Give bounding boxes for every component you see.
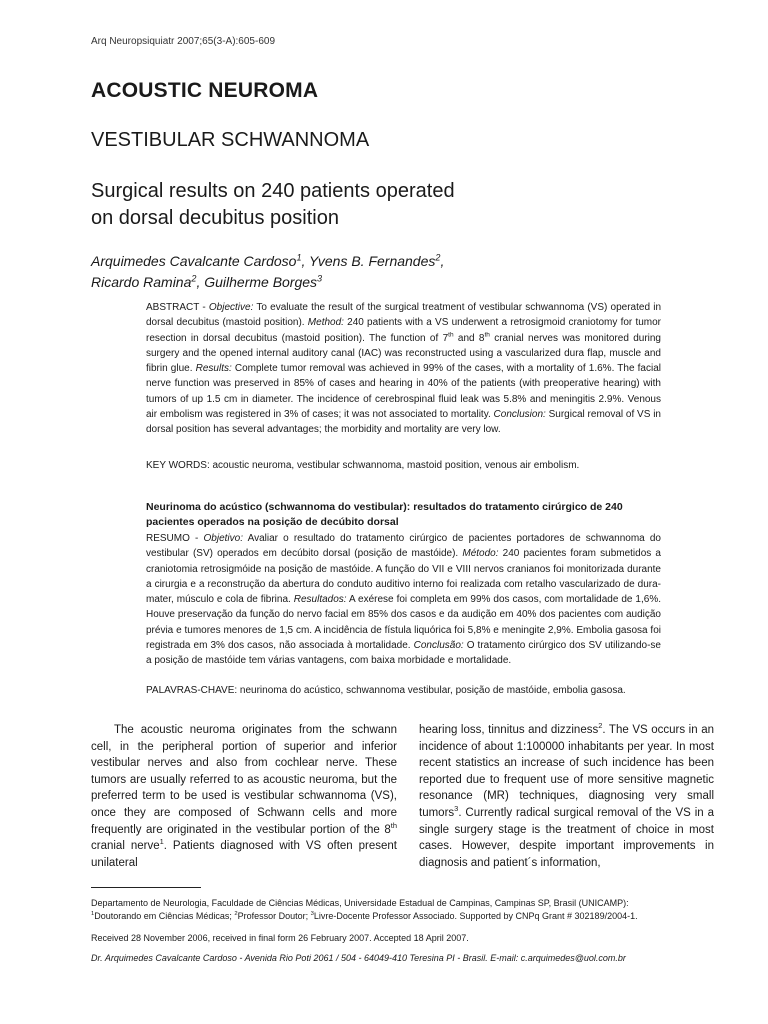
footnote-mark: 1 (91, 911, 95, 917)
metodo-label: Método: (462, 548, 499, 560)
body-text: The acoustic neuroma originates from the schwann cell, in the peripheral portion of superior and inferior vestibular nerves and also from cochlear nerve. These tumors are usually referred to as acoustic neuroma, but the preferred term to be used is vestibular schwannoma (VS), once they are composed of Schwann cells and more frequently are originated in the vestibular portion of the 8 (91, 724, 397, 836)
author-affiliation-mark: 2 (191, 273, 197, 284)
body-text: . The VS occurs in an incidence of about 1:100000 inhabitants per year. In most recent statistics an increase of such incidence has been reported due to frequent use of more sensitive magnetic resonance (MR) techniques, diagnosing very small tumors (419, 724, 714, 819)
affiliation-text: Departamento de Neurologia, Faculdade de Ciências Médicas, Universidade Estadual de Campinas, Campinas SP, Brasil (UNICAMP): (91, 898, 629, 908)
footnote-text: Professor Doutor; (237, 911, 311, 921)
objective-label: Objective: (208, 302, 254, 313)
citation-mark: 1 (159, 837, 164, 847)
metodo-text: 240 pacientes foram submetidos a craniotomia retrosigmóide na posição de mastóide. A função do VII e VIII nervos cranianos foi monitorizada durante a cirurgia e a reconstrução da abertura do conduto auditivo interno foi realizada com retalho vascularizado de dura-mater, músculo e cola de fibrina. (146, 548, 661, 606)
method-text: and 8 (453, 332, 485, 344)
author-list: Arquimedes Cavalcante Cardoso$^1$, Yvens B. Fernandes$^2$, Ricardo Ramina$^2$, Guilherme Borges$^3$ (91, 252, 445, 290)
superscript: th (390, 820, 397, 830)
conclusion-label: Conclusion: (493, 409, 546, 421)
footnote-mark: 2 (234, 911, 238, 917)
keywords-english: KEY WORDS: acoustic neuroma, vestibular schwannoma, mastoid position, venous air embolism. (146, 460, 580, 471)
portuguese-title: Neurinoma do acústico (schwannoma do vestibular): resultados do tratamento cirúrgico de 240 pacientes operados na posição de decúbito dorsal (146, 501, 623, 528)
subtitle: VESTIBULAR SCHWANNOMA (91, 129, 370, 151)
author-name: Guilherme Borges (204, 274, 318, 290)
body-text: . Patients diagnosed with VS often present unilateral (91, 840, 397, 869)
conclusao-label: Conclusão: (413, 640, 464, 652)
author-affiliation-mark: 1 (296, 252, 302, 263)
conclusao-text: O tratamento cirúrgico dos SV utilizando-se a posição de mastóide tem várias vantagens, com baixa morbidade e mortalidade. (146, 640, 661, 667)
abstract-portuguese (146, 531, 661, 669)
article-title-line2: on dorsal decubitus position (91, 207, 339, 229)
body-text: cranial nerve (91, 840, 160, 853)
resultados-text: A exérese foi completa em 99% dos casos, com mortalidade de 1,6%. Houve preservação da função do nervo facial em 85% dos casos e da audição em 40% dos pacientes com audição prévia e tumores menores de 1,5 cm. A incidência de fístula liquórica foi 5,8% e meningite 2,9%. Embolia gasosa foi registrada em 3% dos casos, não associada à mortalidade. (146, 594, 661, 652)
body-text: hearing loss, tinnitus and dizziness (419, 724, 599, 736)
author-affiliation-mark: 3 (317, 273, 323, 284)
article-title (91, 178, 651, 232)
method-text: 240 patients with a VS underwent a retrosigmoid craniotomy for tumor resection in dorsal decubitus (mastoid position). The function of 7 (146, 317, 662, 344)
citation-mark: 2 (598, 721, 603, 731)
method-label: Method: (307, 317, 344, 329)
superscript: th (448, 331, 454, 339)
resultados-label: Resultados: (293, 594, 347, 606)
footnote-text: Livre-Docente Professor Associado. Supported by CNPq Grant # 302189/2004-1. (313, 911, 638, 921)
footnote-text: Doutorando em Ciências Médicas; (94, 911, 235, 921)
footnote-divider (91, 887, 201, 888)
conclusion-text: Surgical removal of VS in dorsal position has several advantages; the morbidity and mortality are very low. (146, 409, 661, 436)
results-text: Complete tumor removal was achieved in 99% of the cases, with a mortality of 1.6%. The facial nerve function was preserved in 85% of cases and hearing in 40% of the patients (with preoperative hearing) with tumors of up 1.5 cm in diameter. The incidence of cerebrospinal fluid leak was 5.8% and meningitis 2.9%. Venous air embolism was registered in 3% of cases; it was not associated to mortality. (146, 363, 661, 421)
body-text: . Currently radical surgical removal of the VS in a single surgery stage is the treatment of choice in most cases. However, despite important improvements in diagnosis and patient´s information, (419, 806, 714, 869)
received-dates: Received 28 November 2006, received in final form 26 February 2007. Accepted 18 April 2007. (91, 933, 469, 943)
resumo-label: RESUMO - (146, 533, 204, 544)
objective-text: To evaluate the result of the surgical treatment of vestibular schwannoma (VS) operated in dorsal decubitus (mastoid position). (146, 302, 662, 329)
keywords-portuguese: PALAVRAS-CHAVE: neurinoma do acústico, schwannoma vestibular, posição de mastóide, embolia gasosa. (146, 685, 626, 696)
body-column-right (419, 722, 714, 871)
author-name: Arquimedes Cavalcante Cardoso (91, 253, 297, 269)
superscript: th (484, 331, 490, 339)
body-column-left (91, 722, 397, 871)
main-title: ACOUSTIC NEUROMA (91, 79, 319, 102)
author-name: Ricardo Ramina (91, 274, 192, 290)
abstract-label: ABSTRACT - (146, 302, 209, 313)
journal-reference: Arq Neuropsiquiatr 2007;65(3-A):605-609 (91, 36, 275, 47)
method-text: cranial nerves was monitored during surgery and the opened internal auditory canal (IAC) was reconstructed using a vascularized dura flap, muscle and fibrin glue. (146, 332, 661, 375)
footnote-mark: 3 (310, 911, 314, 917)
affiliation-footnote (91, 897, 731, 923)
author-affiliation-mark: 2 (435, 252, 441, 263)
citation-mark: 3 (454, 804, 459, 814)
objetivo-label: Objetivo: (203, 533, 243, 544)
objetivo-text: Avaliar o resultado do tratamento cirúrgico de pacientes portadores de schwannoma do vestibular (SV) operados em decúbito dorsal (posição de mastóide). (146, 533, 661, 560)
results-label: Results: (195, 363, 232, 375)
correspondence-address: Dr. Arquimedes Cavalcante Cardoso - Avenida Rio Poti 2061 / 504 - 64049-410 Teresina PI - Brasil. E-mail: c.arquimedes@uol.com.br (91, 953, 626, 963)
article-title-line1: Surgical results on 240 patients operated (91, 180, 455, 202)
author-name: Yvens B. Fernandes (309, 253, 436, 269)
abstract-english (146, 300, 661, 438)
